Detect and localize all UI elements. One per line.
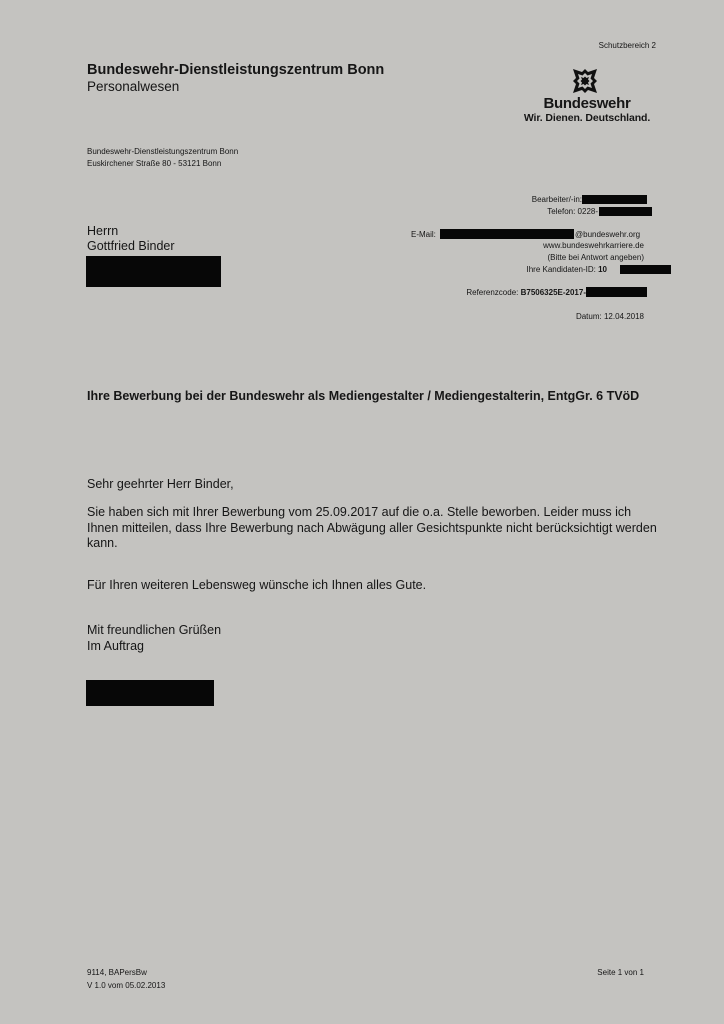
- footer-version: V 1.0 vom 05.02.2013: [87, 981, 166, 990]
- candidate-id-row: [526, 265, 607, 274]
- reference-prefix: B7506325E-2017-: [520, 288, 586, 297]
- bundeswehr-logo: [512, 68, 662, 128]
- sender-address-line: Euskirchener Straße 80 - 53121 Bonn: [87, 159, 222, 168]
- org-name: Bundeswehr-Dienstleistungszentrum Bonn: [87, 62, 385, 78]
- logo-slogan: Wir. Dienen. Deutschland.: [523, 112, 651, 124]
- department: Personalwesen: [87, 79, 180, 94]
- redacted-clerk: [582, 195, 647, 204]
- email-domain: @bundeswehr.org: [575, 230, 641, 239]
- redacted-address: [86, 256, 221, 287]
- website: www.bundeswehrkarriere.de: [543, 241, 644, 250]
- phone-label: Telefon: 0228-: [547, 207, 598, 216]
- footer-form-id: 9114, BAPersBw: [87, 968, 147, 977]
- footer-page-number: Seite 1 von 1: [597, 968, 644, 977]
- reference-label: Referenzcode:: [466, 288, 519, 297]
- letter-salutation: Sehr geehrter Herr Binder,: [87, 477, 234, 491]
- logo-name: Bundeswehr: [543, 95, 631, 112]
- recipient-name: Gottfried Binder: [87, 239, 175, 253]
- redacted-signature: [86, 680, 214, 706]
- redacted-reference: [586, 287, 647, 297]
- letter-paragraph: Sie haben sich mit Ihrer Bewerbung vom 25.09.2017 auf die o.a. Stelle beworben. Leider muss ich Ihnen mitteilen, dass Ihre Bewerbung nach Abwägung aller Gesichtspunkte nicht berücksichtigt werden kann.: [87, 505, 657, 550]
- redacted-phone: [599, 207, 652, 216]
- letter-subject: Ihre Bewerbung bei der Bundeswehr als Mediengestalter / Mediengestalterin, EntgGr. 6 TVöD: [87, 389, 640, 403]
- letter-date: Datum: 12.04.2018: [575, 312, 644, 321]
- letter-closing: Im Auftrag: [87, 639, 144, 653]
- iron-cross-icon: [572, 68, 598, 94]
- email-label: E-Mail:: [411, 230, 436, 239]
- candidate-id-label: Ihre Kandidaten-ID:: [526, 265, 596, 274]
- candidate-id-prefix: 10: [598, 265, 607, 274]
- recipient-salutation: Herrn: [87, 224, 119, 238]
- reference-row: [466, 288, 586, 297]
- letter-closing: Mit freundlichen Grüßen: [87, 623, 222, 637]
- sender-address-line: Bundeswehr-Dienstleistungszentrum Bonn: [87, 147, 239, 156]
- letter-paragraph: Für Ihren weiteren Lebensweg wünsche ich Ihnen alles Gute.: [87, 578, 427, 592]
- reply-note: (Bitte bei Antwort angeben): [547, 253, 644, 262]
- redacted-email: [440, 229, 574, 239]
- clerk-label: Bearbeiter/-in:: [531, 195, 582, 204]
- protection-level: Schutzbereich 2: [598, 41, 656, 50]
- redacted-candidate-id: [620, 265, 671, 274]
